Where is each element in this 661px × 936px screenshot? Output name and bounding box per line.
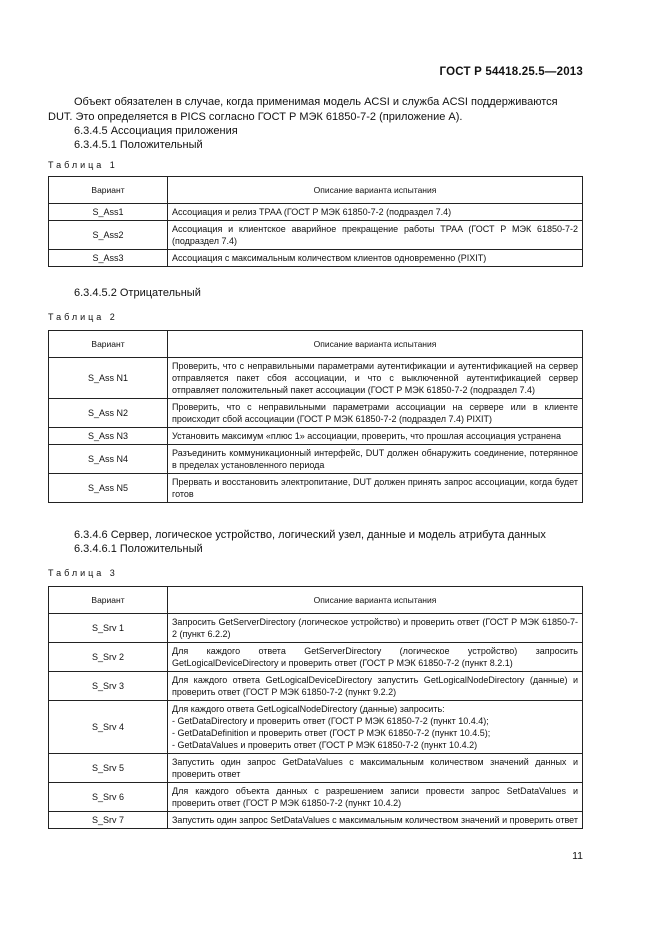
table-row	[49, 643, 583, 672]
description-cell: Для каждого объекта данных с разрешением записи провести запрос SetDataValues и проверить ответ (ГОСТ Р МЭК 61850-7-2 (пункт 10.4.2)	[168, 783, 583, 812]
table-2-caption: Таблица 2	[48, 312, 118, 322]
variant-cell: S_Ass2	[49, 221, 168, 250]
table-row	[49, 672, 583, 701]
table-row	[49, 474, 583, 503]
table-3-caption: Таблица 3	[48, 568, 118, 578]
table-header-row	[49, 587, 583, 614]
variant-cell: S_Srv 1	[49, 614, 168, 643]
document-header: ГОСТ Р 54418.25.5—2013	[439, 66, 583, 78]
table-row	[49, 701, 583, 754]
description-cell: Ассоциация и релиз TPAA (ГОСТ Р МЭК 61850-7-2 (подраздел 7.4)	[168, 204, 583, 221]
variant-cell: S_Ass N2	[49, 399, 168, 428]
col-variant-header: Вариант	[49, 587, 168, 614]
variant-cell: S_Ass N4	[49, 445, 168, 474]
variant-cell: S_Ass1	[49, 204, 168, 221]
variant-cell: S_Srv 4	[49, 701, 168, 754]
section-heading-6-3-4-6-1: 6.3.4.6.1 Положительный	[74, 543, 203, 555]
description-cell: Ассоциация и клиентское аварийное прекращение работы TPAA (ГОСТ Р МЭК 61850-7-2 (подраздел 7.4)	[168, 221, 583, 250]
variant-cell: S_Srv 7	[49, 812, 168, 829]
variant-cell: S_Ass3	[49, 250, 168, 267]
variant-cell: S_Srv 3	[49, 672, 168, 701]
table-row	[49, 783, 583, 812]
table-row	[49, 204, 583, 221]
table-1	[48, 176, 583, 267]
section-heading-6-3-4-5: 6.3.4.5 Ассоциация приложения	[74, 125, 238, 137]
description-cell: Для каждого ответа GetServerDirectory (логическое устройство) запросить GetLogicalDeviceDirectory и проверить ответ (ГОСТ Р МЭК 61850-7-2 (пункт 8.2.1)	[168, 643, 583, 672]
page-number: 11	[572, 850, 583, 862]
description-cell: Для каждого ответа GetLogicalDeviceDirectory запустить GetLogicalNodeDirectory (данные) и проверить ответ (ГОСТ Р МЭК 61850-7-2 (пункт 9.2.2)	[168, 672, 583, 701]
section-heading-6-3-4-6: 6.3.4.6 Сервер, логическое устройство, логический узел, данные и модель атрибута данных	[74, 529, 546, 541]
description-cell: Запросить GetServerDirectory (логическое устройство) и проверить ответ (ГОСТ Р МЭК 61850-7-2 (пункт 6.2.2)	[168, 614, 583, 643]
description-cell: Прервать и восстановить электропитание, DUT должен принять запрос ассоциации, когда будет готов	[168, 474, 583, 503]
table-row	[49, 250, 583, 267]
variant-cell: S_Ass N5	[49, 474, 168, 503]
description-cell: Проверить, что с неправильными параметрами аутентификации и аутентификацией на сервер отправляется пакет сбоя ассоциации, и что с выключенной аутентификацией сервер отправляет положительный пакет ассоциации (ГОСТ Р МЭК 61850-7-2 (подраздел 7.4)	[168, 358, 583, 399]
table-1-caption: Таблица 1	[48, 160, 118, 170]
table-header-row	[49, 177, 583, 204]
table-3	[48, 586, 583, 829]
col-description-header: Описание варианта испытания	[168, 331, 583, 358]
variant-cell: S_Srv 5	[49, 754, 168, 783]
section-heading-6-3-4-5-2: 6.3.4.5.2 Отрицательный	[74, 287, 201, 299]
col-variant-header: Вариант	[49, 331, 168, 358]
intro-paragraph: Объект обязателен в случае, когда применимая модель ACSI и служба ACSI поддерживаются DUT. Это определяется в PICS согласно ГОСТ Р МЭК 61850-7-2 (приложение А).	[48, 96, 558, 123]
variant-cell: S_Ass N3	[49, 428, 168, 445]
description-cell: Проверить, что с неправильными параметрами ассоциации на сервере или в клиенте происходит сбой ассоциации (ГОСТ Р МЭК 61850-7-2 (подраздел 7.4) PIXIT)	[168, 399, 583, 428]
description-cell: Для каждого ответа GetLogicalNodeDirectory (данные) запросить: - GetDataDirectory и проверить ответ (ГОСТ Р МЭК 61850-7-2 (пункт 10.4.4); - GetDataDefinition и проверить ответ (ГОСТ Р МЭК 61850-7-2 (пункт 10.4.5); - GetDataValues и проверить ответ (ГОСТ Р МЭК 61850-7-2 (пункт 10.4.2)	[168, 701, 583, 754]
description-cell: Запустить один запрос GetDataValues с максимальным количеством значений данных и проверить ответ	[168, 754, 583, 783]
table-row	[49, 428, 583, 445]
table-row	[49, 812, 583, 829]
variant-cell: S_Ass N1	[49, 358, 168, 399]
description-cell: Разъединить коммуникационный интерфейс, DUT должен обнаружить соединение, потерянное в пределах установленного периода	[168, 445, 583, 474]
col-description-header: Описание варианта испытания	[168, 177, 583, 204]
table-row	[49, 754, 583, 783]
table-row	[49, 399, 583, 428]
table-2	[48, 330, 583, 503]
table-row	[49, 221, 583, 250]
table-row	[49, 358, 583, 399]
description-cell: Запустить один запрос SetDataValues с максимальным количеством значений и проверить ответ	[168, 812, 583, 829]
table-row	[49, 614, 583, 643]
table-header-row	[49, 331, 583, 358]
col-variant-header: Вариант	[49, 177, 168, 204]
col-description-header: Описание варианта испытания	[168, 587, 583, 614]
table-row	[49, 445, 583, 474]
description-cell: Ассоциация с максимальным количеством клиентов одновременно (PIXIT)	[168, 250, 583, 267]
description-cell: Установить максимум «плюс 1» ассоциации, проверить, что прошлая ассоциация устранена	[168, 428, 583, 445]
variant-cell: S_Srv 2	[49, 643, 168, 672]
section-heading-6-3-4-5-1: 6.3.4.5.1 Положительный	[74, 139, 203, 151]
variant-cell: S_Srv 6	[49, 783, 168, 812]
